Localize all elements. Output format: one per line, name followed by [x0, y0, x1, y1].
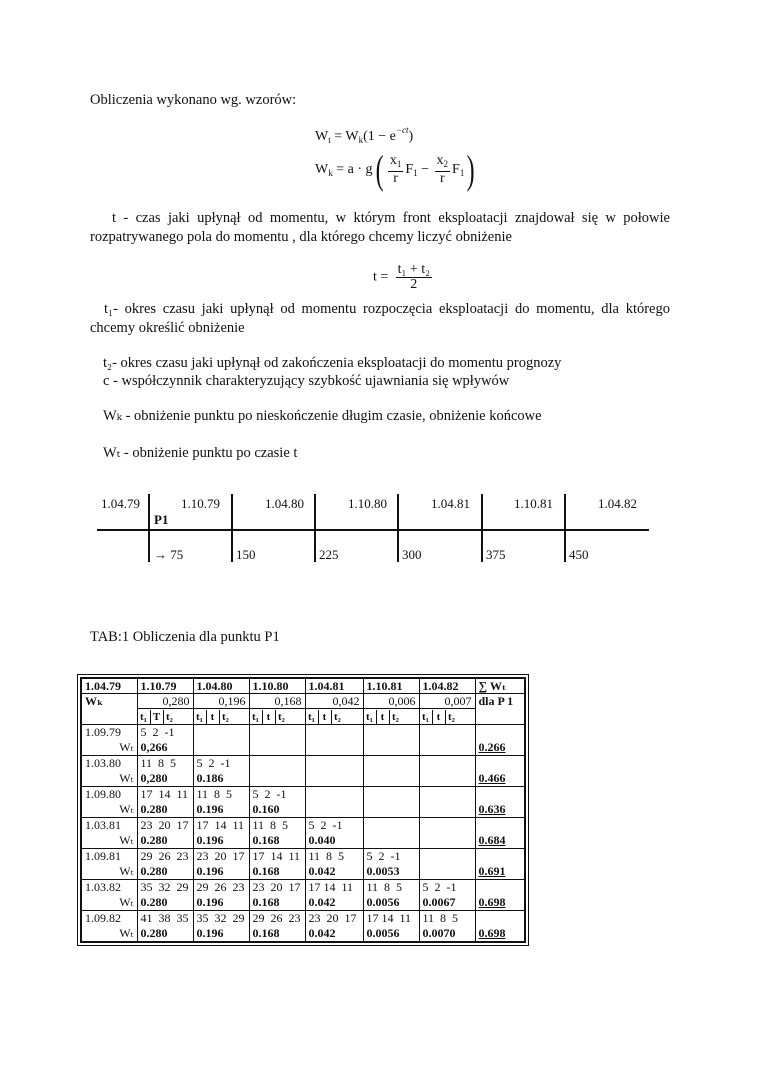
cell-times: 23 20 17: [140, 818, 189, 832]
row-sum-cell: [475, 849, 525, 880]
row-date-cell: [81, 880, 137, 911]
timeline-axis: [97, 529, 649, 531]
row-cell: [363, 880, 419, 911]
row-wt-label: Wₜ: [119, 926, 134, 940]
row-date-cell: [81, 849, 137, 880]
cell-times: 29 26 23: [196, 880, 245, 894]
wk-value: 0,168: [249, 694, 305, 709]
table-header: 1.10.79: [137, 678, 193, 694]
row-sum: 0.684: [478, 833, 506, 847]
table-header: 1.04.80: [193, 678, 249, 694]
row-date: 1.03.80: [85, 756, 121, 770]
cell-times: 29 26 23: [140, 849, 189, 863]
table-header: 1.04.79: [81, 678, 137, 694]
formula-wt: $W_t = W_k(1 - e^{-ct})$: [315, 125, 414, 145]
row-date: 1.09.81: [85, 849, 121, 863]
t-subhead: t₁ t t₂: [419, 709, 475, 725]
formula-t: t = $\frac{\text{t₁ + t₂}}{2}$: [373, 262, 431, 292]
cell-wt-value: 0.280: [140, 926, 168, 940]
cell-times: 11 8 5: [196, 787, 233, 801]
timeline-value: 225: [319, 547, 339, 562]
row-wt-label: Wₜ: [119, 771, 134, 785]
table-row: [81, 725, 525, 756]
t-subhead: t₁ t t₂: [305, 709, 363, 725]
cell-wt-value: 0.196: [196, 802, 224, 816]
cell-times: 11 8 5: [308, 849, 345, 863]
row-wt-label: Wₜ: [119, 895, 134, 909]
table-header-row: [81, 678, 525, 694]
table-header: 1.04.81: [305, 678, 363, 694]
timeline-date: 1.10.80: [348, 496, 387, 511]
cell-times: 11 8 5: [140, 756, 177, 770]
cell-wt-value: 0.040: [308, 833, 336, 847]
row-date: 1.03.82: [85, 880, 121, 894]
cell-wt-value: 0.168: [252, 926, 280, 940]
row-wt-label: Wₜ: [119, 802, 134, 816]
cell-wt-value: 0.168: [252, 833, 280, 847]
para-wt: Wₜ - obniżenie punktu po czasie t: [103, 445, 298, 461]
row-date: 1.09.79: [85, 725, 121, 739]
row-sum-cell: [475, 818, 525, 849]
timeline-date: 1.04.80: [265, 496, 304, 511]
table-wk-row: [81, 694, 525, 709]
cell-wt-value: 0.280: [140, 833, 168, 847]
cell-wt-value: 0.0067: [422, 895, 456, 909]
cell-times: 17 14 11: [308, 880, 354, 894]
sum-sublabel: dla P 1: [475, 694, 525, 725]
row-cell: [137, 756, 193, 787]
timeline-date: 1.10.81: [514, 496, 553, 511]
row-cell: [137, 849, 193, 880]
row-wt-label: Wₜ: [119, 740, 134, 754]
row-cell: [305, 880, 363, 911]
row-sum: 0.466: [478, 771, 506, 785]
row-date-cell: [81, 787, 137, 818]
cell-wt-value: 0.0056: [366, 895, 400, 909]
wk-value: 0,042: [305, 694, 363, 709]
row-sum: 0.691: [478, 864, 506, 878]
cell-times: 23 20 17: [196, 849, 245, 863]
cell-times: 17 14 11: [140, 787, 189, 801]
cell-wt-value: 0,266: [140, 740, 168, 754]
timeline-value: 375: [486, 547, 506, 562]
timeline-date: 1.04.81: [431, 496, 470, 511]
cell-times: 35 32 29: [196, 911, 245, 925]
table-header-sum: ∑ Wₜ: [475, 678, 525, 694]
table-row: [81, 849, 525, 880]
cell-wt-value: 0.280: [140, 864, 168, 878]
cell-times: 5 2 -1: [252, 787, 287, 801]
row-sum: 0.266: [478, 740, 506, 754]
table-header: 1.04.82: [419, 678, 475, 694]
row-date-cell: [81, 756, 137, 787]
row-cell: [419, 849, 475, 880]
cell-times: 17 14 11: [366, 911, 412, 925]
row-sum: 0.698: [478, 895, 506, 909]
row-cell: [193, 725, 249, 756]
row-cell: [363, 818, 419, 849]
formula-wk: $W_k = a \cdot g$( $\frac{x_1}{r}$ $F_1$ − $\frac{x_2}{r}$ $F_1$): [315, 147, 476, 192]
cell-wt-value: 0,280: [140, 771, 168, 785]
row-cell: [305, 725, 363, 756]
cell-times: 29 26 23: [252, 911, 301, 925]
table-header: 1.10.81: [363, 678, 419, 694]
row-sum-cell: [475, 725, 525, 756]
row-cell: [305, 756, 363, 787]
row-cell: [305, 787, 363, 818]
row-cell: [363, 725, 419, 756]
timeline-tick: [314, 494, 316, 562]
para-c: c - współczynnik charakteryzujący szybkość ujawniania się wpływów: [103, 373, 510, 389]
cell-wt-value: 0.042: [308, 864, 336, 878]
row-cell: [193, 787, 249, 818]
cell-times: 11 8 5: [366, 880, 403, 894]
row-cell: [249, 787, 305, 818]
table-row: [81, 787, 525, 818]
timeline-tick: [397, 494, 399, 562]
row-cell: [305, 849, 363, 880]
wk-value: 0,280: [137, 694, 193, 709]
cell-wt-value: 0.042: [308, 926, 336, 940]
row-cell: [419, 787, 475, 818]
t-subhead: t₁ T t₂: [137, 709, 193, 725]
row-cell: [419, 911, 475, 943]
row-sum: 0.636: [478, 802, 506, 816]
row-cell: [193, 880, 249, 911]
cell-times: 5 2 -1: [308, 818, 343, 832]
row-wt-label: Wₜ: [119, 864, 134, 878]
table-t-subhead-row: [81, 709, 525, 725]
cell-times: 5 2 -1: [422, 880, 457, 894]
timeline-date: 1.04.79: [101, 496, 140, 511]
cell-times: 35 32 29: [140, 880, 189, 894]
cell-times: 23 20 17: [308, 911, 357, 925]
cell-wt-value: 0.160: [252, 802, 280, 816]
row-cell: [419, 880, 475, 911]
cell-times: 17 14 11: [252, 849, 301, 863]
wk-label: Wₖ: [81, 694, 137, 725]
para-t: t - czas jaki upłynął od momentu, w którym front eksploatacji znajdował się w połowie rozpatrywanego pola do momentu , dla którego chcemy liczyć obniżenie: [90, 210, 670, 245]
row-cell: [193, 756, 249, 787]
row-cell: [249, 849, 305, 880]
para-t2: t₂- okres czasu jaki upłynął od zakończenia eksploatacji do momentu prognozy: [103, 355, 562, 371]
timeline-value: 300: [402, 547, 422, 562]
cell-wt-value: 0.280: [140, 802, 168, 816]
cell-wt-value: 0.168: [252, 895, 280, 909]
row-cell: [137, 787, 193, 818]
row-sum-cell: [475, 911, 525, 943]
timeline-tick: [564, 494, 566, 562]
row-cell: [419, 725, 475, 756]
table-header: 1.10.80: [249, 678, 305, 694]
row-cell: [305, 818, 363, 849]
row-sum: 0.698: [478, 926, 506, 940]
wk-value: 0,196: [193, 694, 249, 709]
intro-text: Obliczenia wykonano wg. wzorów:: [90, 92, 297, 108]
row-cell: [305, 911, 363, 943]
row-wt-label: Wₜ: [119, 833, 134, 847]
row-cell: [249, 818, 305, 849]
table-row: [81, 880, 525, 911]
cell-times: 5 2 -1: [140, 725, 175, 739]
cell-wt-value: 0.196: [196, 833, 224, 847]
row-cell: [363, 756, 419, 787]
cell-wt-value: 0.196: [196, 926, 224, 940]
cell-wt-value: 0.0053: [366, 864, 400, 878]
t-subhead: t₁ t t₂: [363, 709, 419, 725]
row-cell: [363, 787, 419, 818]
cell-times: 41 38 35: [140, 911, 189, 925]
row-sum-cell: [475, 756, 525, 787]
row-cell: [363, 911, 419, 943]
row-cell: [419, 756, 475, 787]
t-subhead: t₁ t t₂: [249, 709, 305, 725]
timeline-tick: [481, 494, 483, 562]
cell-wt-value: 0.168: [252, 864, 280, 878]
cell-times: 5 2 -1: [196, 756, 231, 770]
cell-wt-value: 0.280: [140, 895, 168, 909]
row-cell: [137, 818, 193, 849]
row-sum-cell: [475, 787, 525, 818]
table-row: [81, 911, 525, 943]
cell-wt-value: 0.186: [196, 771, 224, 785]
cell-times: 11 8 5: [422, 911, 459, 925]
row-date-cell: [81, 911, 137, 943]
row-cell: [137, 880, 193, 911]
timeline-value: 450: [569, 547, 589, 562]
cell-times: 23 20 17: [252, 880, 301, 894]
row-cell: [363, 849, 419, 880]
timeline-value: 150: [236, 547, 256, 562]
timeline-tick: [231, 494, 233, 562]
cell-wt-value: 0.0070: [422, 926, 456, 940]
timeline-date: 1.10.79: [181, 496, 220, 511]
row-cell: [193, 818, 249, 849]
timeline-value: → 75: [154, 547, 184, 562]
para-wk: Wₖ - obniżenie punktu po nieskończenie długim czasie, obniżenie końcowe: [103, 408, 542, 424]
wk-value: 0,007: [419, 694, 475, 709]
cell-times: 17 14 11: [196, 818, 245, 832]
table-row: [81, 818, 525, 849]
cell-wt-value: 0.0056: [366, 926, 400, 940]
wk-value: 0,006: [363, 694, 419, 709]
calc-table: [80, 677, 526, 943]
row-cell: [193, 849, 249, 880]
row-date: 1.03.81: [85, 818, 121, 832]
row-sum-cell: [475, 880, 525, 911]
row-date-cell: [81, 725, 137, 756]
row-cell: [249, 756, 305, 787]
cell-times: 11 8 5: [252, 818, 289, 832]
table-caption: TAB:1 Obliczenia dla punktu P1: [90, 629, 280, 645]
row-cell: [249, 911, 305, 943]
t-subhead: t₁ t t₂: [193, 709, 249, 725]
timeline-point-label: P1: [154, 512, 169, 527]
cell-wt-value: 0.042: [308, 895, 336, 909]
row-date: 1.09.80: [85, 787, 121, 801]
para-t1: t₁- okres czasu jaki upłynął od momentu rozpoczęcia eksploatacji do momentu, dla którego chcemy określić obniżenie: [90, 301, 670, 336]
cell-wt-value: 0.196: [196, 864, 224, 878]
row-cell: [249, 725, 305, 756]
row-date: 1.09.82: [85, 911, 121, 925]
row-cell: [249, 880, 305, 911]
row-cell: [419, 818, 475, 849]
table-row: [81, 756, 525, 787]
cell-wt-value: 0.196: [196, 895, 224, 909]
row-date-cell: [81, 818, 137, 849]
row-cell: [137, 911, 193, 943]
timeline-date: 1.04.82: [598, 496, 637, 511]
cell-times: 5 2 -1: [366, 849, 401, 863]
timeline-tick: [148, 494, 150, 562]
row-cell: [193, 911, 249, 943]
row-cell: [137, 725, 193, 756]
